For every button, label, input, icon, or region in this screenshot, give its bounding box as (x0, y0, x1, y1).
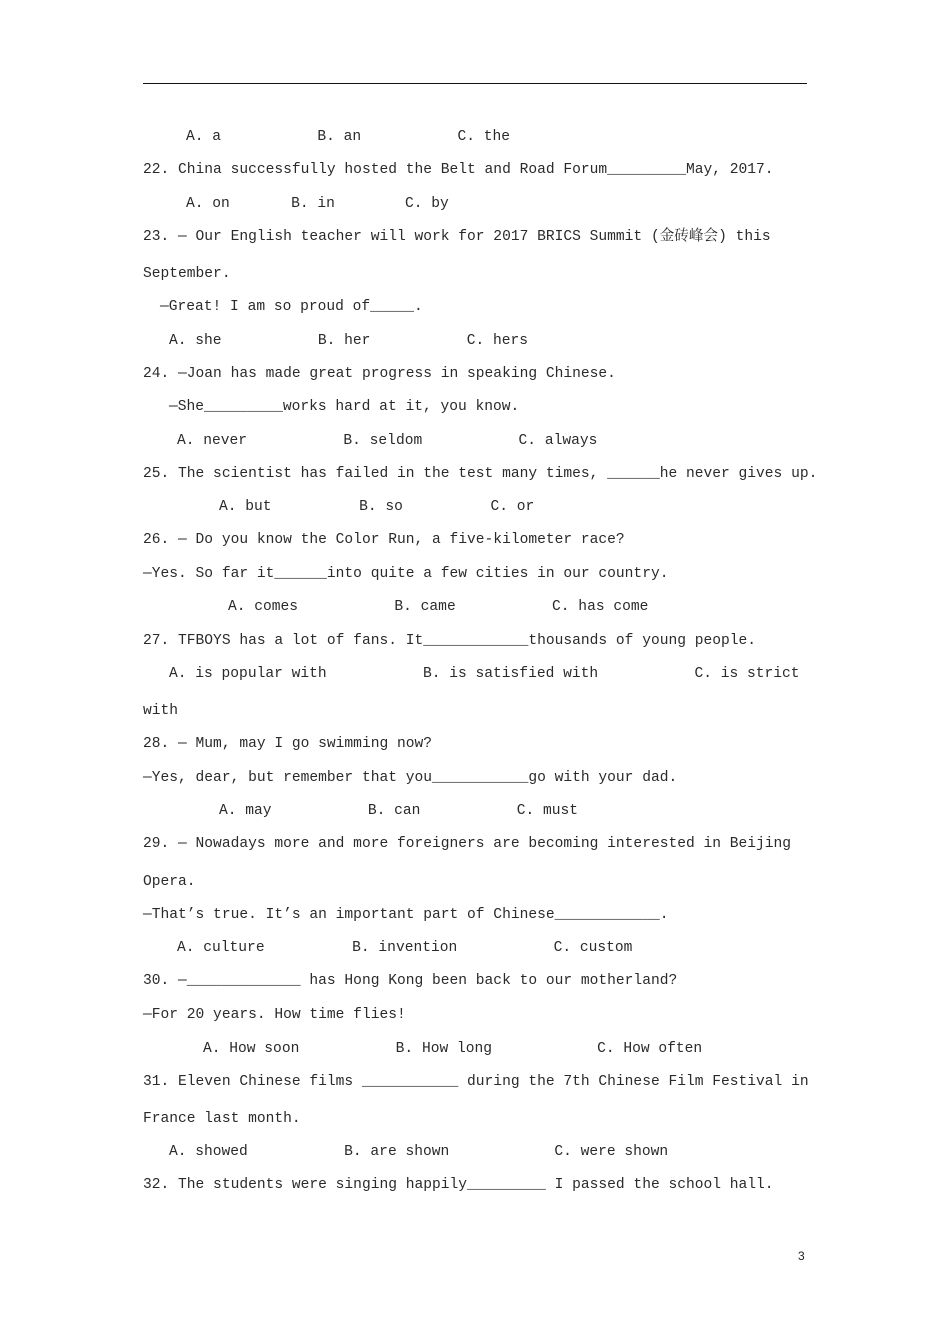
q23-reply: —Great! I am so proud of_____. (160, 299, 423, 315)
page-number: 3 (798, 1249, 805, 1263)
q27-stem: 27. TFBOYS has a lot of fans. It____________thousands of young people. (143, 633, 757, 649)
q29-stem: 29. — Nowadays more and more foreigners are becoming interested in Beijing (143, 836, 792, 852)
q21-options: A. a B. an C. the (186, 129, 511, 145)
q22-options: A. on B. in C. by (186, 196, 449, 212)
q25-stem: 25. The scientist has failed in the test many times, ______he never gives up. (143, 466, 818, 482)
q23-stem-cont: September. (143, 266, 231, 282)
q22-stem: 22. China successfully hosted the Belt and Road Forum_________May, 2017. (143, 162, 774, 178)
q32-stem: 32. The students were singing happily_________ I passed the school hall. (143, 1177, 774, 1193)
q29-stem-cont: Opera. (143, 874, 196, 890)
q27-options: A. is popular with B. is satisfied with C. is strict (169, 666, 800, 682)
q29-options: A. culture B. invention C. custom (177, 940, 633, 956)
q25-options: A. but B. so C. or (219, 499, 535, 515)
q24-stem: 24. —Joan has made great progress in speaking Chinese. (143, 366, 616, 382)
q24-reply: —She_________works hard at it, you know. (169, 399, 520, 415)
q26-options: A. comes B. came C. has come (228, 599, 649, 615)
q28-reply: —Yes, dear, but remember that you___________go with your dad. (143, 770, 678, 786)
q27-options-cont: with (143, 703, 179, 719)
q30-reply: —For 20 years. How time flies! (143, 1007, 406, 1023)
q23-stem: 23. — Our English teacher will work for 2017 BRICS Summit (金砖峰会) this (143, 229, 771, 245)
q26-stem: 26. — Do you know the Color Run, a five-kilometer race? (143, 532, 625, 548)
q31-stem: 31. Eleven Chinese films ___________ during the 7th Chinese Film Festival in (143, 1074, 809, 1090)
header-rule (143, 83, 807, 84)
q30-options: A. How soon B. How long C. How often (203, 1041, 703, 1057)
q23-options: A. she B. her C. hers (169, 333, 529, 349)
q26-reply: —Yes. So far it______into quite a few cities in our country. (143, 566, 669, 582)
q28-options: A. may B. can C. must (219, 803, 579, 819)
q28-stem: 28. — Mum, may I go swimming now? (143, 736, 433, 752)
q31-stem-cont: France last month. (143, 1111, 301, 1127)
q30-stem: 30. —_____________ has Hong Kong been back to our motherland? (143, 973, 678, 989)
q29-reply: —That’s true. It’s an important part of Chinese____________. (143, 907, 669, 923)
q31-options: A. showed B. are shown C. were shown (169, 1144, 669, 1160)
q24-options: A. never B. seldom C. always (177, 433, 598, 449)
